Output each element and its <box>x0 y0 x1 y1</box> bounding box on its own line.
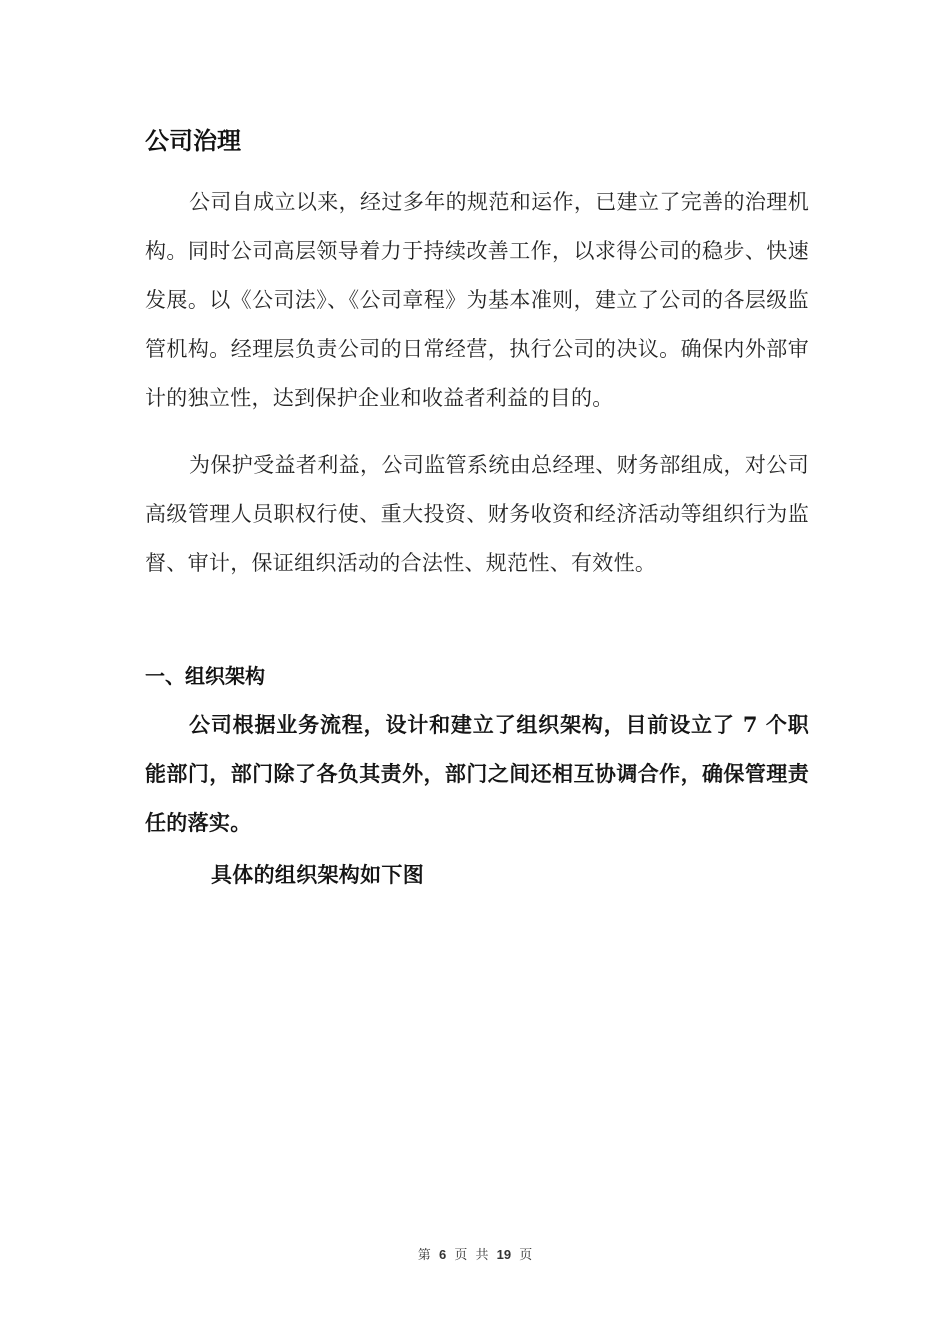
paragraph-supervision: 为保护受益者利益，公司监管系统由总经理、财务部组成，对公司高级管理人员职权行使、重大投资、财务收资和经济活动等组织行为监督、审计，保证组织活动的合法性、规范性、有效性。 <box>145 453 809 575</box>
footer-suffix: 页 <box>519 1248 533 1263</box>
current-page-number: 6 <box>438 1247 447 1262</box>
page-title: 公司治理 <box>145 127 241 155</box>
footer-prefix: 第 <box>417 1248 431 1263</box>
total-page-count: 19 <box>496 1247 512 1262</box>
page-footer <box>0 1245 950 1266</box>
section-heading-org-structure: 一、组织架构 <box>145 664 265 688</box>
figure-caption: 具体的组织架构如下图 <box>211 862 424 887</box>
footer-middle: 页 共 <box>454 1248 489 1263</box>
paragraph-governance-intro: 公司自成立以来，经过多年的规范和运作，已建立了完善的治理机构。同时公司高层领导着力于持续改善工作，以求得公司的稳步、快速发展。以《公司法》、《公司章程》为基本准则，建立了公司的各层级监管机构。经理层负责公司的日常经营，执行公司的决议。确保内外部审计的独立性，达到保护企业和收益者利益的目的。 <box>145 190 809 410</box>
paragraph-org-structure: 公司根据业务流程，设计和建立了组织架构，目前设立了 7 个职能部门，部门除了各负其责外，部门之间还相互协调合作，确保管理责任的落实。 <box>145 712 809 835</box>
